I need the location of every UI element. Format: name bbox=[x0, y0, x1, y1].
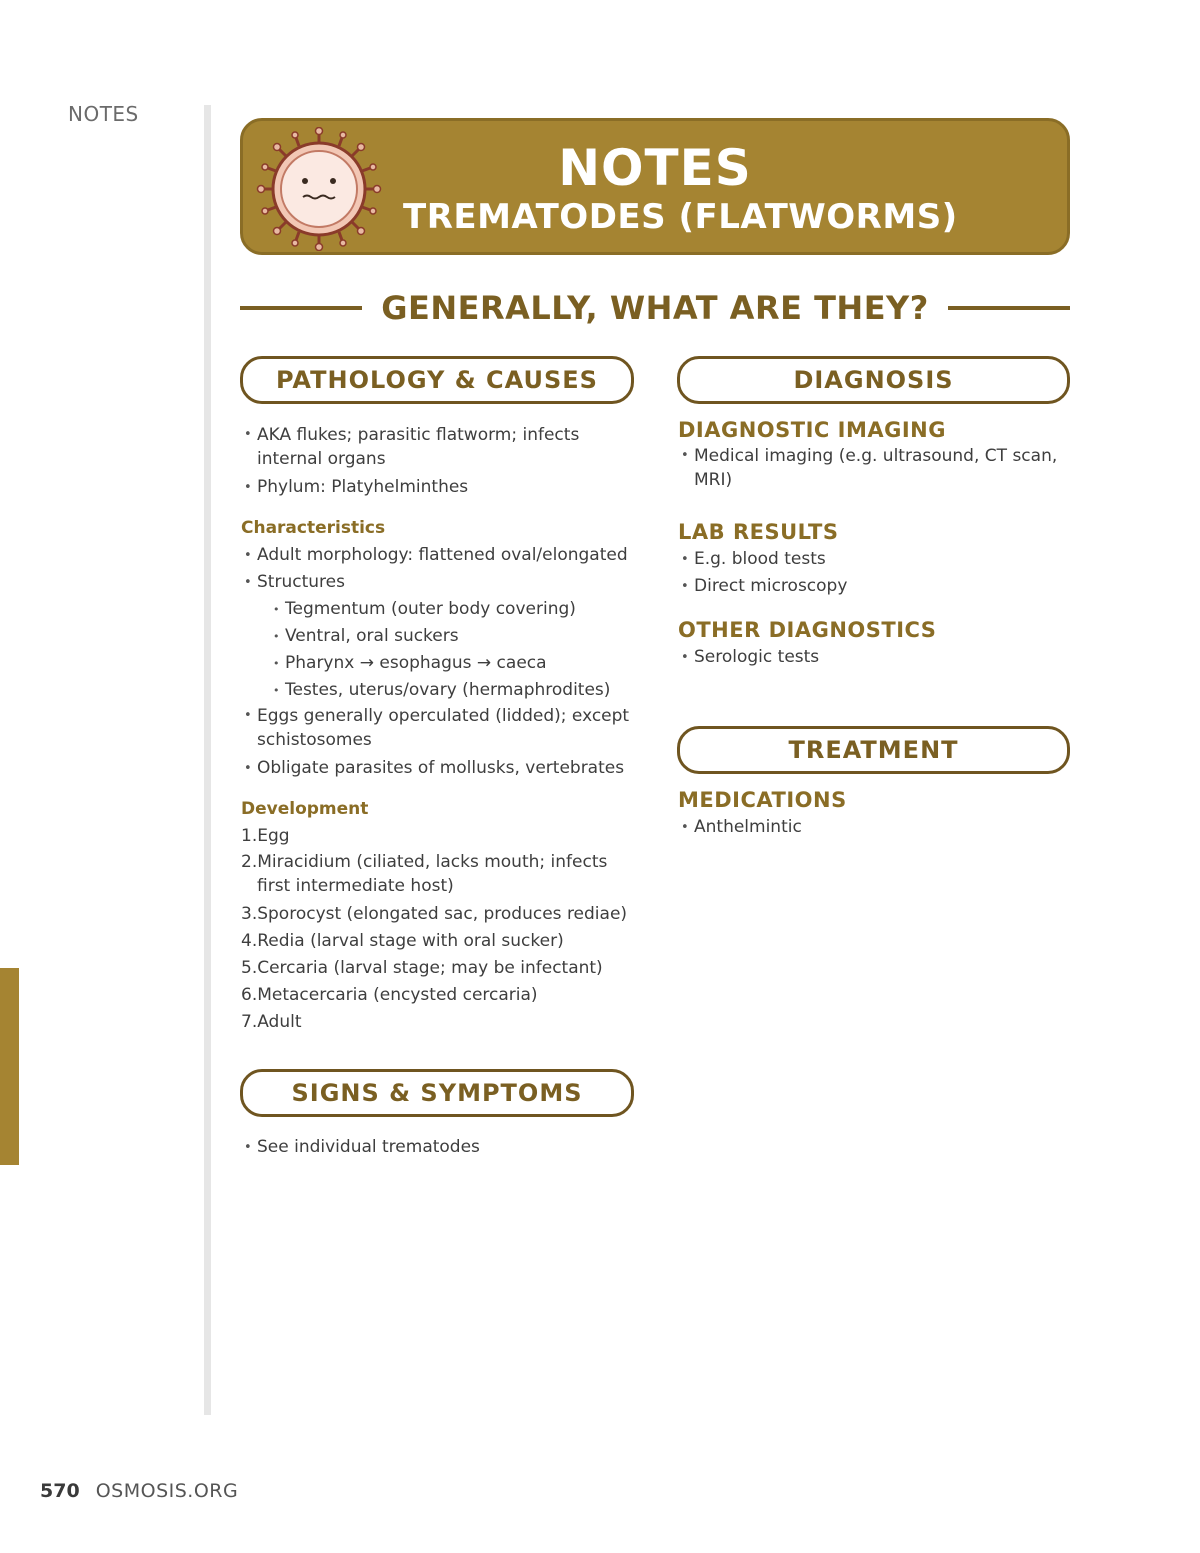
imaging-heading: DIAGNOSTIC IMAGING bbox=[678, 418, 946, 442]
pathology-content bbox=[241, 423, 641, 1036]
list-item: • Direct microscopy bbox=[678, 573, 1073, 600]
list-item: • See individual trematodes bbox=[241, 1134, 641, 1161]
page-subtitle: TREMATODES (FLATWORMS) bbox=[403, 197, 958, 237]
list-item: 5.Cercaria (larval stage; may be infectant) bbox=[241, 958, 603, 978]
list-item: 6.Metacercaria (encysted cercaria) bbox=[241, 985, 538, 1005]
pathology-pill: PATHOLOGY & CAUSES bbox=[240, 356, 634, 404]
site-name: OSMOSIS.ORG bbox=[95, 1480, 239, 1502]
side-notes-label: NOTES bbox=[68, 102, 139, 126]
development-heading: Development bbox=[241, 799, 369, 819]
page-title: NOTES bbox=[558, 139, 752, 197]
list-item: 1.Egg bbox=[241, 826, 290, 846]
header-banner bbox=[240, 118, 1070, 255]
treatment-content bbox=[678, 786, 1073, 841]
lab-heading: LAB RESULTS bbox=[678, 520, 839, 544]
list-item: • E.g. blood tests bbox=[678, 546, 1073, 573]
section-heading-row bbox=[240, 285, 1070, 331]
list-item: 2.Miracidium (ciliated, lacks mouth; infects first intermediate host) bbox=[241, 852, 608, 896]
signs-content bbox=[241, 1134, 641, 1161]
list-item: • Tegmentum (outer body covering) bbox=[241, 596, 641, 623]
list-item: • Eggs generally operculated (lidded); except schistosomes bbox=[241, 704, 641, 752]
heading-rule-right bbox=[948, 306, 1070, 310]
page-number: 570 bbox=[40, 1480, 80, 1502]
list-item: • Adult morphology: flattened oval/elongated bbox=[241, 542, 641, 569]
list-item: 3.Sporocyst (elongated sac, produces rediae) bbox=[241, 904, 628, 924]
page-footer bbox=[40, 1480, 238, 1502]
chapter-tab bbox=[0, 968, 19, 1165]
treatment-pill: TREATMENT bbox=[677, 726, 1070, 774]
list-item: • Phylum: Platyhelminthes bbox=[241, 474, 641, 501]
diagnosis-content bbox=[678, 416, 1073, 671]
diagnosis-pill: DIAGNOSIS bbox=[677, 356, 1070, 404]
list-item: • Medical imaging (e.g. ultrasound, CT scan, MRI) bbox=[678, 444, 1073, 492]
list-item: • Testes, uterus/ovary (hermaphrodites) bbox=[241, 677, 641, 704]
list-item: • Pharynx → esophagus → caeca bbox=[241, 650, 641, 677]
list-item: • Anthelmintic bbox=[678, 814, 1073, 841]
list-item: • Obligate parasites of mollusks, vertebrates bbox=[241, 755, 641, 782]
list-item: • AKA flukes; parasitic flatworm; infects internal organs bbox=[241, 423, 641, 471]
characteristics-heading: Characteristics bbox=[241, 518, 386, 538]
medications-heading: MEDICATIONS bbox=[678, 788, 847, 812]
list-item: 4.Redia (larval stage with oral sucker) bbox=[241, 931, 564, 951]
list-item: • Ventral, oral suckers bbox=[241, 623, 641, 650]
signs-pill: SIGNS & SYMPTOMS bbox=[240, 1069, 634, 1117]
list-item: • Serologic tests bbox=[678, 644, 1073, 671]
section-heading: GENERALLY, WHAT ARE THEY? bbox=[381, 289, 929, 327]
list-item: 7.Adult bbox=[241, 1012, 302, 1032]
side-divider bbox=[204, 105, 211, 1415]
other-heading: OTHER DIAGNOSTICS bbox=[678, 618, 937, 642]
list-item: • Structures bbox=[241, 569, 641, 596]
